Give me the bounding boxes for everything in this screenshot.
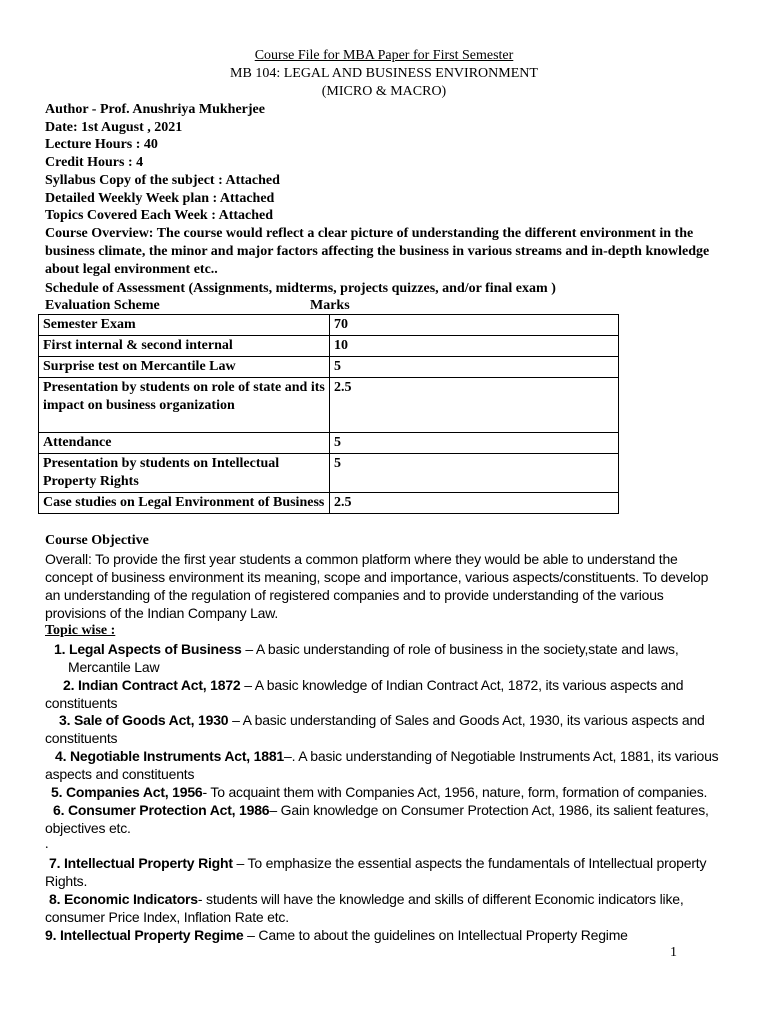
table-cell-marks: 10: [330, 336, 619, 357]
table-cell-marks: 2.5: [330, 493, 619, 514]
topic-item-9: [45, 926, 735, 944]
topic-number: 8.: [49, 891, 61, 907]
table-row: [39, 336, 619, 357]
syllabus-line: Syllabus Copy of the subject : Attached: [45, 173, 280, 188]
table-cell-item: Presentation by students on role of state and its impact on business organization: [39, 378, 330, 433]
topic-title: Indian Contract Act, 1872: [77, 677, 241, 693]
topic-description: - students will have the knowledge and skills of different Economic indicators like, consumer Price Index, Inflation Rate etc.: [45, 891, 684, 925]
topic-item-7: [45, 854, 735, 890]
table-cell-item: Surprise test on Mercantile Law: [39, 357, 330, 378]
topic-description: – A basic understanding of role of business in the society,state and laws, Mercantile Law: [68, 641, 679, 675]
topic-item-5: [45, 783, 735, 801]
topic-item-4: [45, 747, 735, 783]
weekly-plan-line: Detailed Weekly Week plan : Attached: [45, 191, 275, 206]
evaluation-table: [38, 314, 619, 514]
topic-number: 2.: [63, 677, 75, 693]
topic-description: – To emphasize the essential aspects the fundamentals of Intellectual property Rights.: [45, 855, 707, 889]
topic-title: Consumer Protection Act, 1986: [67, 802, 270, 818]
stray-period: .: [45, 837, 49, 852]
topic-item-8: [45, 890, 735, 926]
course-code-title: MB 104: LEGAL AND BUSINESS ENVIRONMENT: [230, 66, 538, 81]
lecture-hours-line: Lecture Hours : 40: [45, 137, 158, 152]
table-cell-marks: 70: [330, 315, 619, 336]
table-cell-marks: 5: [330, 454, 619, 493]
table-cell-marks: 2.5: [330, 378, 619, 433]
table-row: [39, 493, 619, 514]
date-line: Date: 1st August , 2021: [45, 120, 183, 135]
evaluation-scheme-label: Evaluation Scheme: [45, 298, 160, 313]
table-cell-item: Semester Exam: [39, 315, 330, 336]
topic-item-2: [45, 676, 735, 712]
topic-number: 9.: [45, 927, 57, 943]
topic-description: –. A basic understanding of Negotiable Instruments Act, 1881, its various aspects and constituents: [45, 748, 719, 782]
topic-item-1: [54, 640, 728, 676]
table-row: [39, 454, 619, 493]
marks-label: Marks: [310, 298, 350, 313]
topic-title: Intellectual Property Right: [63, 855, 233, 871]
table-row: [39, 378, 619, 433]
table-cell-item: First internal & second internal: [39, 336, 330, 357]
topic-item-3: [45, 711, 735, 747]
credit-hours-line: Credit Hours : 4: [45, 155, 144, 170]
topic-description: – A basic knowledge of Indian Contract Act, 1872, its various aspects and constituents: [45, 677, 684, 711]
table-row: [39, 315, 619, 336]
topic-title: Companies Act, 1956: [65, 784, 203, 800]
topic-wise-heading: Topic wise :: [45, 623, 116, 638]
course-objective-heading: Course Objective: [45, 533, 149, 548]
topic-description: - To acquaint them with Companies Act, 1956, nature, form, formation of companies.: [202, 784, 708, 800]
topics-covered-line: Topics Covered Each Week : Attached: [45, 208, 274, 223]
topic-title: Negotiable Instruments Act, 1881: [69, 748, 285, 764]
topic-number: 1.: [54, 641, 66, 657]
table-cell-marks: 5: [330, 433, 619, 454]
course-file-heading: Course File for MBA Paper for First Semester: [254, 48, 514, 63]
table-cell-item: Case studies on Legal Environment of Business: [39, 493, 330, 514]
topic-title: Sale of Goods Act, 1930: [73, 712, 229, 728]
course-subtitle: (MICRO & MACRO): [321, 84, 447, 99]
topic-description: – A basic understanding of Sales and Goods Act, 1930, its various aspects and constituents: [45, 712, 705, 746]
topic-number: 7.: [49, 855, 61, 871]
topic-number: 5.: [51, 784, 63, 800]
course-overview: Course Overview: The course would reflect a clear picture of understanding the different environment in the business climate, the minor and major factors affecting the business in various streams and in-depth knowledge about legal environment etc..: [45, 226, 710, 277]
author-line: Author - Prof. Anushriya Mukherjee: [45, 102, 265, 117]
assessment-schedule-line: Schedule of Assessment (Assignments, midterms, projects quizzes, and/or final exam ): [45, 281, 556, 296]
topic-title: Legal Aspects of Business: [68, 641, 242, 657]
topic-title: Economic Indicators: [63, 891, 198, 907]
topic-number: 4.: [55, 748, 67, 764]
topic-number: 6.: [53, 802, 65, 818]
table-cell-item: Attendance: [39, 433, 330, 454]
topic-item-6: [45, 801, 735, 837]
table-cell-item: Presentation by students on Intellectual Property Rights: [39, 454, 330, 493]
topic-title: Intellectual Property Regime: [59, 927, 244, 943]
course-objective-overall: Overall: To provide the first year students a common platform where they would be able to understand the concept of business environment its meaning, scope and importance, various aspects/constituents. To develop an understanding of the regulation of registered companies and to provide understanding of the various provisions of the Indian Company Law.: [45, 551, 709, 621]
table-row: [39, 433, 619, 454]
topic-description: – Came to about the guidelines on Intellectual Property Regime: [243, 927, 628, 943]
page-number: 1: [670, 945, 677, 960]
table-row: [39, 357, 619, 378]
topic-description: – Gain knowledge on Consumer Protection Act, 1986, its salient features, objectives etc.: [45, 802, 709, 836]
topic-number: 3.: [59, 712, 71, 728]
table-cell-marks: 5: [330, 357, 619, 378]
